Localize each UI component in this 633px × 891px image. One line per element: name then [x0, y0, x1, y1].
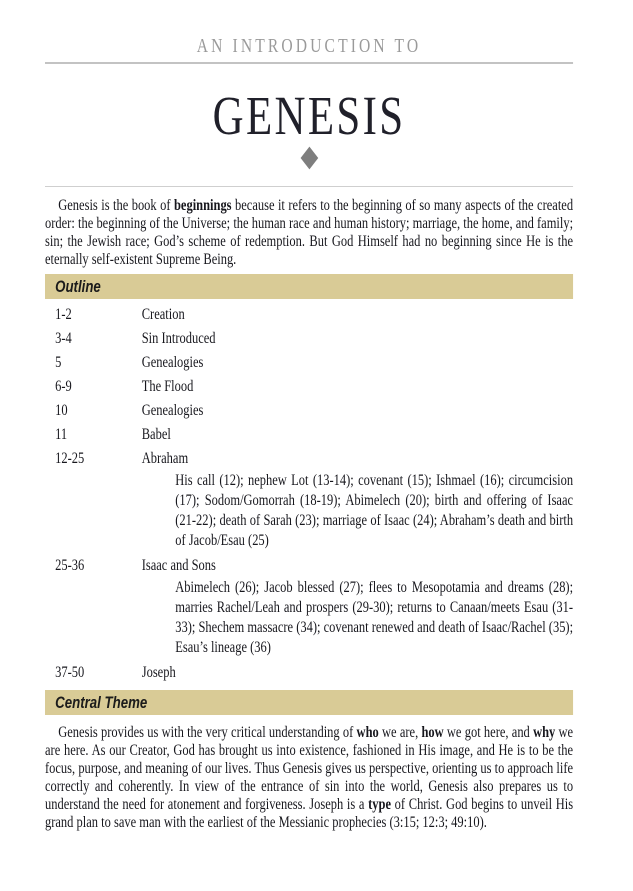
intro-rule [45, 186, 573, 187]
outline-table [45, 306, 573, 682]
kicker-text: AN INTRODUCTION TO [196, 35, 422, 57]
chapter-range: 3-4 [55, 330, 72, 347]
chapter-range: 37-50 [55, 664, 85, 681]
outline-row [45, 354, 573, 372]
outline-entry-detail: His call (12); nephew Lot (13-14); covenant (15); Ishmael (16); circumcision (17); Sodom/Gomorrah (18-19); Abimelech (20); birth and offering of Isaac (21-22); death of Sarah (23); marriage of Isaac (24); Abraham’s death and birth of Jacob/Esau (25) [175, 472, 574, 549]
outline-heading-band [45, 274, 573, 299]
outline-entry-title: Isaac and Sons [141, 557, 216, 574]
outline-entry-detail: Abimelech (26); Jacob blessed (27); flees to Mesopotamia and dreams (28); marries Rachel/Leah and prospers (29-30); returns to Canaan/meets Esau (31-33); Shechem massacre (34); covenant renewed and death of Isaac/Rachel (35); Esau’s lineage (36) [175, 579, 574, 656]
outline-row [45, 426, 573, 444]
masthead [45, 35, 573, 166]
chapter-range: 6-9 [55, 378, 72, 395]
outline-entry-title: Babel [141, 426, 171, 443]
outline-section [45, 274, 573, 682]
outline-entry-title: Genealogies [141, 402, 204, 419]
central-theme-heading: Central Theme [55, 692, 148, 712]
diamond-icon [300, 147, 318, 170]
outline-row [45, 664, 573, 682]
outline-row [45, 330, 573, 348]
outline-entry-title: The Flood [141, 378, 194, 395]
outline-row [45, 306, 573, 324]
outline-row [45, 378, 573, 396]
outline-row [45, 557, 573, 575]
book-title: GENESIS [212, 85, 406, 146]
outline-entry-title: Genealogies [141, 354, 204, 371]
central-theme-heading-band [45, 690, 573, 715]
chapter-range: 5 [55, 354, 62, 371]
central-theme-section [45, 690, 573, 832]
ornament-row [45, 150, 573, 166]
intro-paragraph: Genesis is the book of beginnings because it refers to the beginning of so many aspects of the created order: the beginning of the Universe; the human race and human history; marriage, the home, and family; sin; the Jewish race; God’s scheme of redemption. But God Himself had no beginning since He is the eternally self-existent Supreme Being. [45, 197, 574, 268]
outline-entry-title: Sin Introduced [141, 330, 216, 347]
outline-heading: Outline [55, 276, 101, 296]
outline-row [45, 450, 573, 468]
document-page [45, 0, 573, 832]
chapter-range: 10 [55, 402, 68, 419]
chapter-range: 11 [55, 426, 68, 443]
outline-row [45, 402, 573, 420]
central-theme-paragraph: Genesis provides us with the very critical understanding of who we are, how we got here, and why we are here. As our Creator, God has brought us into existence, fashioned in His image, and He is to be the focus, purpose, and meaning of our lives. Thus Genesis gives us perspective, orienting us to approach life correctly and coherently. In view of the entrance of sin into the world, Genesis also prepares us to understand the need for atonement and forgiveness. Joseph is a type of Christ. God begins to unveil His grand plan to save man with the earliest of the Messianic prophecies (3:15; 12:3; 49:10). [45, 724, 574, 831]
outline-entry-title: Creation [141, 306, 185, 323]
chapter-range: 25-36 [55, 557, 85, 574]
chapter-range: 12-25 [55, 450, 85, 467]
masthead-rule [45, 62, 573, 64]
outline-entry-title: Joseph [141, 664, 176, 681]
chapter-range: 1-2 [55, 306, 72, 323]
outline-entry-title: Abraham [141, 450, 189, 467]
